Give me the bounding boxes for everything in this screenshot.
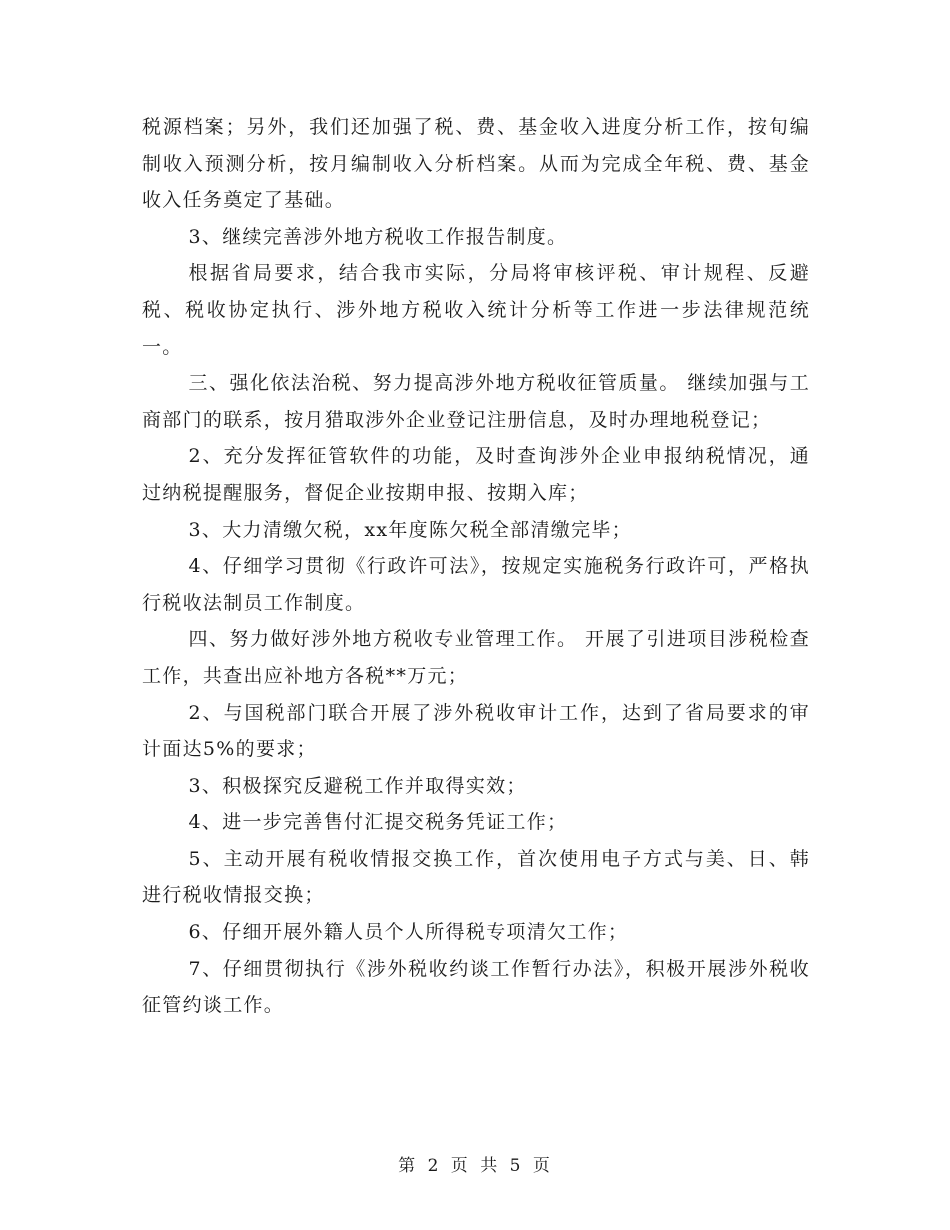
paragraph: 2、充分发挥征管软件的功能，及时查询涉外企业申报纳税情况，通过纳税提醒服务，督促企业按期申报、按期入库； [142, 445, 810, 504]
section-heading-paragraph: 四、努力做好涉外地方税收专业管理工作。 开展了引进项目涉税检查工作，共查出应补地方各税**万元； [142, 628, 810, 687]
paragraph: 3、大力清缴欠税，xx年度陈欠税全部清缴完毕； [188, 518, 632, 541]
paragraph: 根据省局要求，结合我市实际，分局将审核评税、审计规程、反避税、税收协定执行、涉外地方税收入统计分析等工作进一步法律规范统一。 [142, 262, 810, 358]
paragraph: 6、仔细开展外籍人员个人所得税专项清欠工作； [188, 921, 629, 944]
paragraph: 5、主动开展有税收情报交换工作，首次使用电子方式与美、日、韩进行税收情报交换； [142, 847, 810, 907]
paragraph: 4、仔细学习贯彻《行政许可法》，按规定实施税务行政许可，严格执行税收法制员工作制度。 [142, 555, 810, 614]
paragraph: 7、仔细贯彻执行《涉外税收约谈工作暂行办法》，积极开展涉外税收征管约谈工作。 [142, 957, 810, 1017]
section-heading-paragraph: 三、强化依法治税、努力提高涉外地方税收征管质量。 继续加强与工商部门的联系，按月猎取涉外企业登记注册信息，及时办理地税登记； [142, 372, 810, 431]
paragraph: 税源档案；另外，我们还加强了税、费、基金收入进度分析工作，按旬编制收入预测分析，按月编制收入分析档案。从而为完成全年税、费、基金收入任务奠定了基础。 [142, 116, 810, 212]
page-number-footer: 第 2 页 共 5 页 [398, 1156, 552, 1176]
paragraph: 2、与国税部门联合开展了涉外税收审计工作，达到了省局要求的审计面达5%的要求； [142, 701, 810, 761]
paragraph: 3、继续完善涉外地方税收工作报告制度。 [188, 225, 568, 248]
document-body [142, 109, 810, 1024]
paragraph: 4、进一步完善售付汇提交税务凭证工作； [188, 811, 568, 834]
paragraph: 3、积极探究反避税工作并取得实效； [188, 774, 527, 797]
